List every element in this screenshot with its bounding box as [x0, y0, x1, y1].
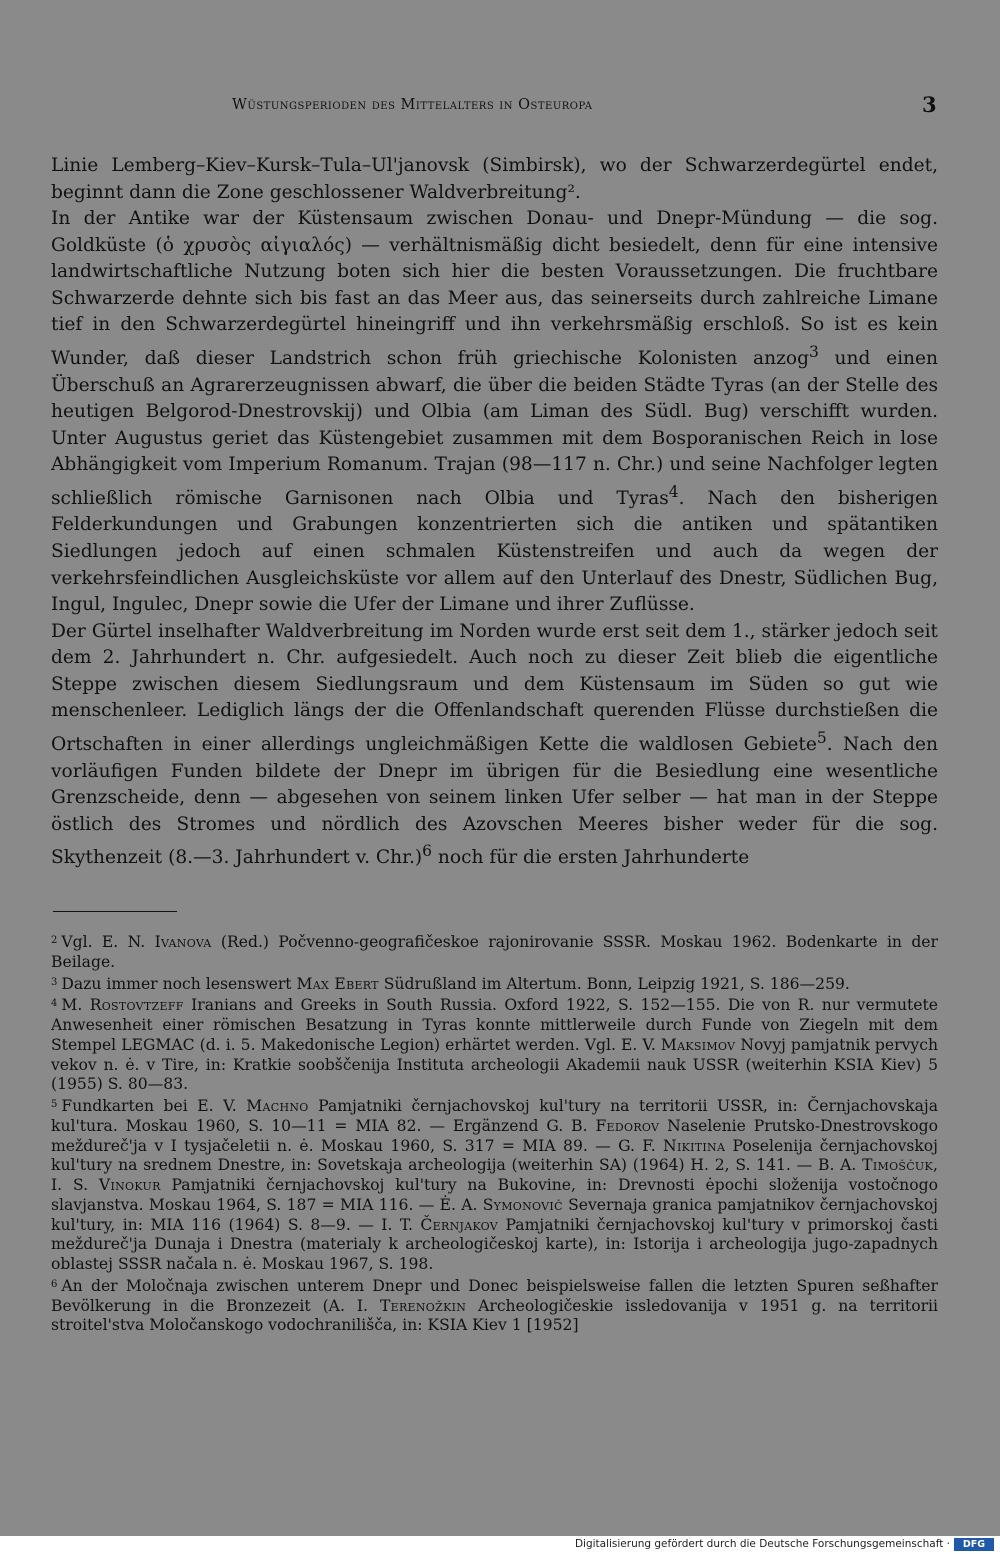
author-name: Max Ebert — [296, 974, 379, 993]
footnote-number: 2 — [51, 935, 58, 946]
footnote-number: 6 — [51, 1278, 58, 1290]
author-name: Timoščuk — [862, 1156, 934, 1175]
footnote-ref-4: 4 — [668, 482, 679, 501]
paragraph-3-part-2: . Nach den vorläufigen Funden bildete der Dnepr im übrigen für die Besiedlung eine wesentliche Grenzscheide, denn — abgesehen von seinem linken Ufer selber — hat man in der Steppe östlich des Stromes und nördlich des Azovschen Meeres bisher weder für die sog. Skythenzeit (8.—3. Jahrhundert v. Chr.) — [51, 734, 938, 869]
author-name: Rostovtzeff — [89, 996, 184, 1015]
footnote-4 — [51, 994, 938, 1095]
paragraph-2 — [51, 206, 938, 619]
author-name: Nikitina — [663, 1136, 726, 1155]
footnote-5 — [51, 1095, 938, 1275]
footnote-text: , I. S. — [51, 1156, 938, 1194]
footnote-text: Iranians and Greeks in South Russia. Oxford 1922, S. 152—155. Die von R. nur vermutete Anwesenheit einer römischen Besatzung in Tyras konnte mittlerweile durch Funde von Ziegeln mit dem Stempel LEGMAC (d. i. 5. Makedonische Legion) erhärtet werden. Vgl. E. V. — [51, 996, 938, 1054]
author-name: Ivanova — [154, 933, 212, 951]
footnote-ref-6: 6 — [422, 842, 433, 861]
footnote-number: 4 — [51, 998, 58, 1010]
author-name: Maksimov — [660, 1035, 736, 1054]
footnote-text: Severnaja granica pamjatnikov černjachovskoj kul'tury, in: MIA 116 (1964) S. 8—9. — I. T. — [51, 1195, 938, 1234]
paragraph-2-part-2: und einen Überschuß an Agrarerzeugnissen abwarf, die über die beiden Städte Tyras (an der Stelle des heutigen Belgorod-Dnestrovskij) und Olbia (am Liman des Südl. Bug) verschifft wurden. Unter Augustus geriet das Küstengebiet zusammen mit dem Bosporanischen Reich in lose Abhängigkeit vom Imperium Romanum. Trajan (98—117 n. Chr.) und seine Nachfolger legten schließlich römische Garnisonen nach Olbia und Tyras — [51, 348, 938, 509]
footnote-text: Dazu immer noch lesenswert — [61, 974, 297, 993]
paragraph-3-part-3: noch für die ersten Jahrhunderte — [432, 847, 750, 869]
digitization-footer — [0, 1536, 1000, 1554]
footnote-number: 3 — [51, 976, 58, 988]
footnotes — [51, 931, 938, 1336]
page-number: 3 — [922, 92, 937, 117]
author-name: Černjakov — [420, 1215, 499, 1234]
dfg-logo-icon: DFG — [954, 1538, 994, 1551]
footnote-text: Pamjatniki černjachovskoj kul'tury v primorskoj časti meždureč'ja Dunaja i Dnestra (materialy k archeologičeskoj karte), in: Istorija i archeologija jugo-zapadnych oblastej SSSR načala n. ė. Moskau 1967, S. 198. — [51, 1215, 938, 1273]
footnote-text: An der Moločnaja zwischen unterem Dnepr und Donec beispielsweise fallen die letzten Spuren seßhafter Bevölkerung in die Bronzezeit (A. I. — [51, 1276, 938, 1315]
paragraph-2-part-1: In der Antike war der Küstensaum zwischen Donau- und Dnepr-Mündung — die sog. Goldküste (ὁ χρυσὸς αἰγιαλός) — verhältnismäßig dicht besiedelt, denn für eine intensive landwirtschaftliche Nutzung boten sich hier die besten Voraussetzungen. Die fruchtbare Schwarzerde dehnte sich bis fast an das Meer aus, das seinerseits durch zahlreiche Limane tief in den Schwarzerdegürtel hineingriff und ihn verkehrsmäßig erschloß. So ist es kein Wunder, daß dieser Landstrich schon früh griechische Kolonisten anzog — [51, 208, 938, 370]
paragraph-1: Linie Lemberg–Kiev–Kursk–Tula–Ul'janovsk (Simbirsk), wo der Schwarzerdegürtel endet, beginnt dann die Zone geschlossener Waldverbreitung². — [51, 155, 938, 203]
footnote-3 — [51, 973, 938, 995]
footnote-text: Fundkarten bei E. V. — [61, 1097, 247, 1115]
footnote-text: Archeologičeskie issledovanija v 1951 g. na territorii stroitel'stva Moločanskogo vodochranilišča, in: KSIA Kiev 1 [1952] — [51, 1296, 939, 1335]
footnote-text: M. — [61, 996, 90, 1015]
footnote-text: Poselenija černjachovskoj kul'tury na srednem Dnestre, in: Sovetskaja archeologija (weiterhin SA) (1964) H. 2, S. 141. — B. A. — [51, 1136, 938, 1175]
footnote-number: 5 — [51, 1099, 58, 1110]
footnote-text: Pamjatniki černjachovskoj kul'tury na territorii USSR, in: Černjachovskaja kul'tura. Moskau 1960, S. 10—11 = MIA 82. — Ergänzend G. B. — [51, 1097, 938, 1135]
author-name: Machno — [246, 1097, 309, 1115]
footnote-ref-3: 3 — [809, 342, 819, 361]
footnote-text: Pamjatniki černjachovskoj kul'tury na Bukovine, in: Drevnosti ėpochi složenija vostočnogo slavjanstva. Moskau 1964, S. 187 = MIA 116. — Ė. A. — [51, 1176, 938, 1214]
footnote-text: Novyj pamjatnik pervych vekov n. ė. v Tire, in: Kratkie soobščenija Instituta archeologii Akademii nauk USSR (weiterhin KSIA Kiev) 5 (1955) S. 80—83. — [51, 1035, 938, 1094]
footnote-text: Naselenie Prutsko-Dnestrovskogo meždureč'ja v I tysjačeletii n. ė. Moskau 1960, S. 317 = MIA 89. — G. F. — [51, 1116, 938, 1155]
footnote-2 — [51, 931, 938, 973]
paragraph-2-part-3: . Nach den bisherigen Felderkundungen und Grabungen konzentrierten sich die antiken und spätantiken Siedlungen jedoch auf einen schmalen Küstenstreifen und auch da wegen der verkehrsfeindlichen Ausgleichsküste vor allem auf den Unterlauf des Dnestr, Südlichen Bug, Ingul, Ingulec, Dnepr sowie die Ufer der Limane und ihrer Zuflüsse. — [51, 487, 938, 616]
running-title: Wüstungsperioden des Mittelalters in Osteuropa — [232, 97, 593, 113]
paragraph-3 — [51, 619, 938, 872]
paragraph-3-part-1: Der Gürtel inselhafter Waldverbreitung im Norden wurde erst seit dem 1., stärker jedoch seit dem 2. Jahrhundert n. Chr. aufgesiedelt. Auch noch zu dieser Zeit blieb die eigentliche Steppe zwischen diesem Siedlungsraum und dem Küstensaum im Süden so gut wie menschenleer. Lediglich längs der die Offenlandschaft querenden Flüsse durchstießen die Ortschaften in einer allerdings ungleichmäßigen Kette die waldlosen Gebiete — [51, 620, 938, 756]
footnote-text: (Red.) Počvenno-geografičeskoe rajonirovanie SSSR. Moskau 1962. Bodenkarte in der Beilage. — [51, 933, 938, 971]
author-name: Vinokur — [98, 1176, 161, 1194]
footnote-divider — [53, 911, 177, 912]
footnote-text: Südrußland im Altertum. Bonn, Leipzig 1921, S. 186—259. — [378, 974, 850, 993]
digitization-credit: Digitalisierung gefördert durch die Deutsche Forschungsgemeinschaft · — [574, 1538, 950, 1550]
main-text — [51, 153, 938, 872]
footnote-text: Vgl. E. N. — [61, 933, 155, 951]
author-name: Symonovič — [482, 1195, 563, 1214]
author-name: Terenožkin — [379, 1296, 467, 1315]
footnote-6 — [51, 1275, 938, 1336]
author-name: Fedorov — [595, 1116, 660, 1135]
footnote-ref-5: 5 — [816, 728, 827, 747]
